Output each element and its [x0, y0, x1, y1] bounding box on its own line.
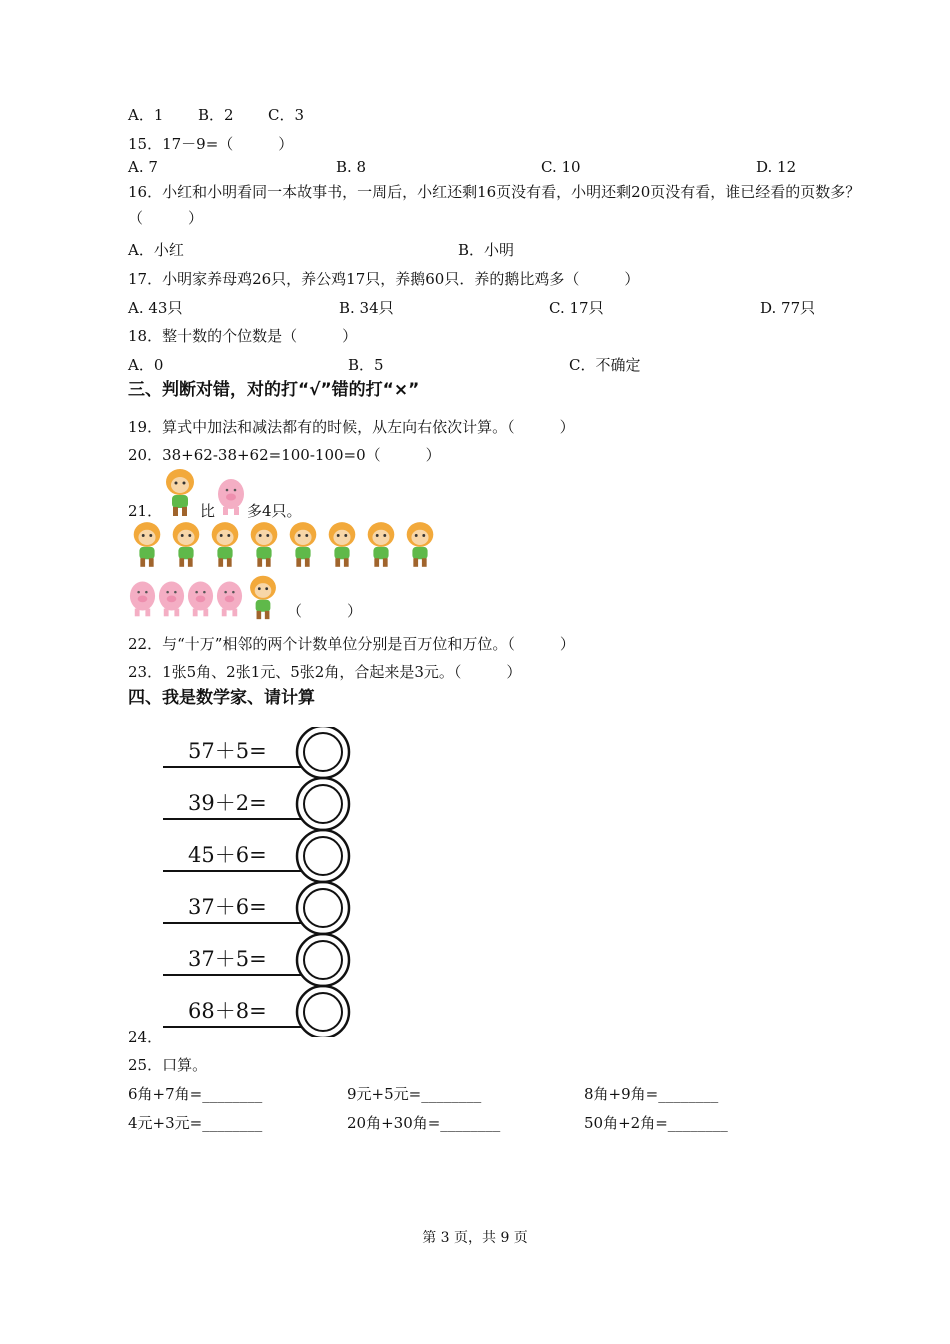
q18-option-c: C．不确定 — [569, 356, 641, 374]
pig-icon — [216, 472, 246, 516]
q15-option-c: C. 10 — [541, 158, 581, 176]
q21-paren: （ ） — [287, 602, 363, 620]
q21-bi: 比 — [200, 502, 216, 520]
equation-1: 57＋5= — [188, 739, 267, 763]
section-3-heading: 三、判断对错，对的打“√”错的打“×” — [128, 380, 420, 400]
q19-question: 19．算式中加法和减法都有的时候，从左向右依次计算。（ ） — [128, 418, 575, 436]
q15-question: 15．17－9=（ ） — [128, 135, 294, 153]
q17-option-c: C. 17只 — [549, 299, 604, 317]
q21-number: 21． — [128, 502, 163, 520]
q18-option-b: B．5 — [348, 356, 384, 374]
answer-circle — [297, 778, 349, 830]
oral-calc-item: 20角+30角=________ — [347, 1114, 501, 1132]
monkey-icon — [245, 519, 283, 569]
equation-6: 68＋8= — [188, 999, 267, 1023]
q16-option-a: A．小红 — [128, 241, 184, 259]
answer-circle — [297, 882, 349, 934]
q21-rest: 多4只。 — [247, 502, 302, 520]
q17-option-a: A. 43只 — [128, 299, 183, 317]
monkey-icon — [362, 519, 400, 569]
q16-option-b: B．小明 — [458, 241, 515, 259]
monkey-icon — [244, 573, 282, 621]
q16-question: 16．小红和小明看同一本故事书，一周后，小红还剩16页没有看，小明还剩20页没有看，谁已经看的页数多？ — [128, 183, 861, 201]
answer-circle — [297, 934, 349, 986]
monkey-icon — [160, 466, 200, 518]
q15-option-a: A. 7 — [128, 158, 158, 176]
answer-circle — [297, 830, 349, 882]
q14-option-a: A．1 — [128, 106, 164, 124]
q15-option-d: D. 12 — [756, 158, 797, 176]
monkey-icon — [206, 519, 244, 569]
q16-paren: （ ） — [128, 209, 204, 227]
page-footer: 第 3 页，共 9 页 — [422, 1230, 528, 1246]
q17-option-d: D. 77只 — [760, 299, 816, 317]
oral-calc-item: 9元+5元=________ — [347, 1085, 482, 1103]
q18-question: 18．整十数的个位数是（ ） — [128, 327, 358, 345]
monkey-icon — [167, 519, 205, 569]
q20-question: 20．38+62-38+62=100-100=0（ ） — [128, 446, 441, 464]
pig-icon — [186, 573, 215, 619]
monkey-icon — [128, 519, 166, 569]
q14-option-b: B．2 — [198, 106, 234, 124]
q23-question: 23．1张5角、2张1元、5张2角，合起来是3元。（ ） — [128, 663, 522, 681]
equation-ladder — [160, 727, 360, 1037]
pig-icon — [215, 573, 244, 619]
monkey-row — [128, 519, 446, 569]
equation-5: 37＋5= — [188, 947, 267, 971]
q25-title: 25．口算。 — [128, 1056, 208, 1074]
oral-calc-item: 6角+7角=________ — [128, 1085, 263, 1103]
q24-number: 24． — [128, 1028, 163, 1046]
pig-icon — [157, 573, 186, 619]
answer-circle — [297, 727, 349, 778]
q18-option-a: A．0 — [128, 356, 164, 374]
q22-question: 22．与“十万”相邻的两个计数单位分别是百万位和万位。（ ） — [128, 635, 575, 653]
monkey-icon — [284, 519, 322, 569]
equation-2: 39＋2= — [188, 791, 267, 815]
monkey-icon — [401, 519, 439, 569]
monkey-icon — [323, 519, 361, 569]
oral-calc-item: 50角+2角=________ — [584, 1114, 728, 1132]
pig-icon — [128, 573, 157, 619]
q14-option-c: C．3 — [268, 106, 305, 124]
answer-circle — [297, 986, 349, 1037]
equation-4: 37＋6= — [188, 895, 267, 919]
oral-calc-item: 8角+9角=________ — [584, 1085, 719, 1103]
oral-calc-item: 4元+3元=________ — [128, 1114, 263, 1132]
q17-question: 17．小明家养母鸡26只，养公鸡17只，养鹅60只．养的鹅比鸡多（ ） — [128, 270, 640, 288]
equation-3: 45＋6= — [188, 843, 267, 867]
pig-row — [128, 573, 288, 621]
section-4-heading: 四、我是数学家、请计算 — [128, 688, 315, 708]
q17-option-b: B. 34只 — [339, 299, 394, 317]
q15-option-b: B. 8 — [336, 158, 367, 176]
